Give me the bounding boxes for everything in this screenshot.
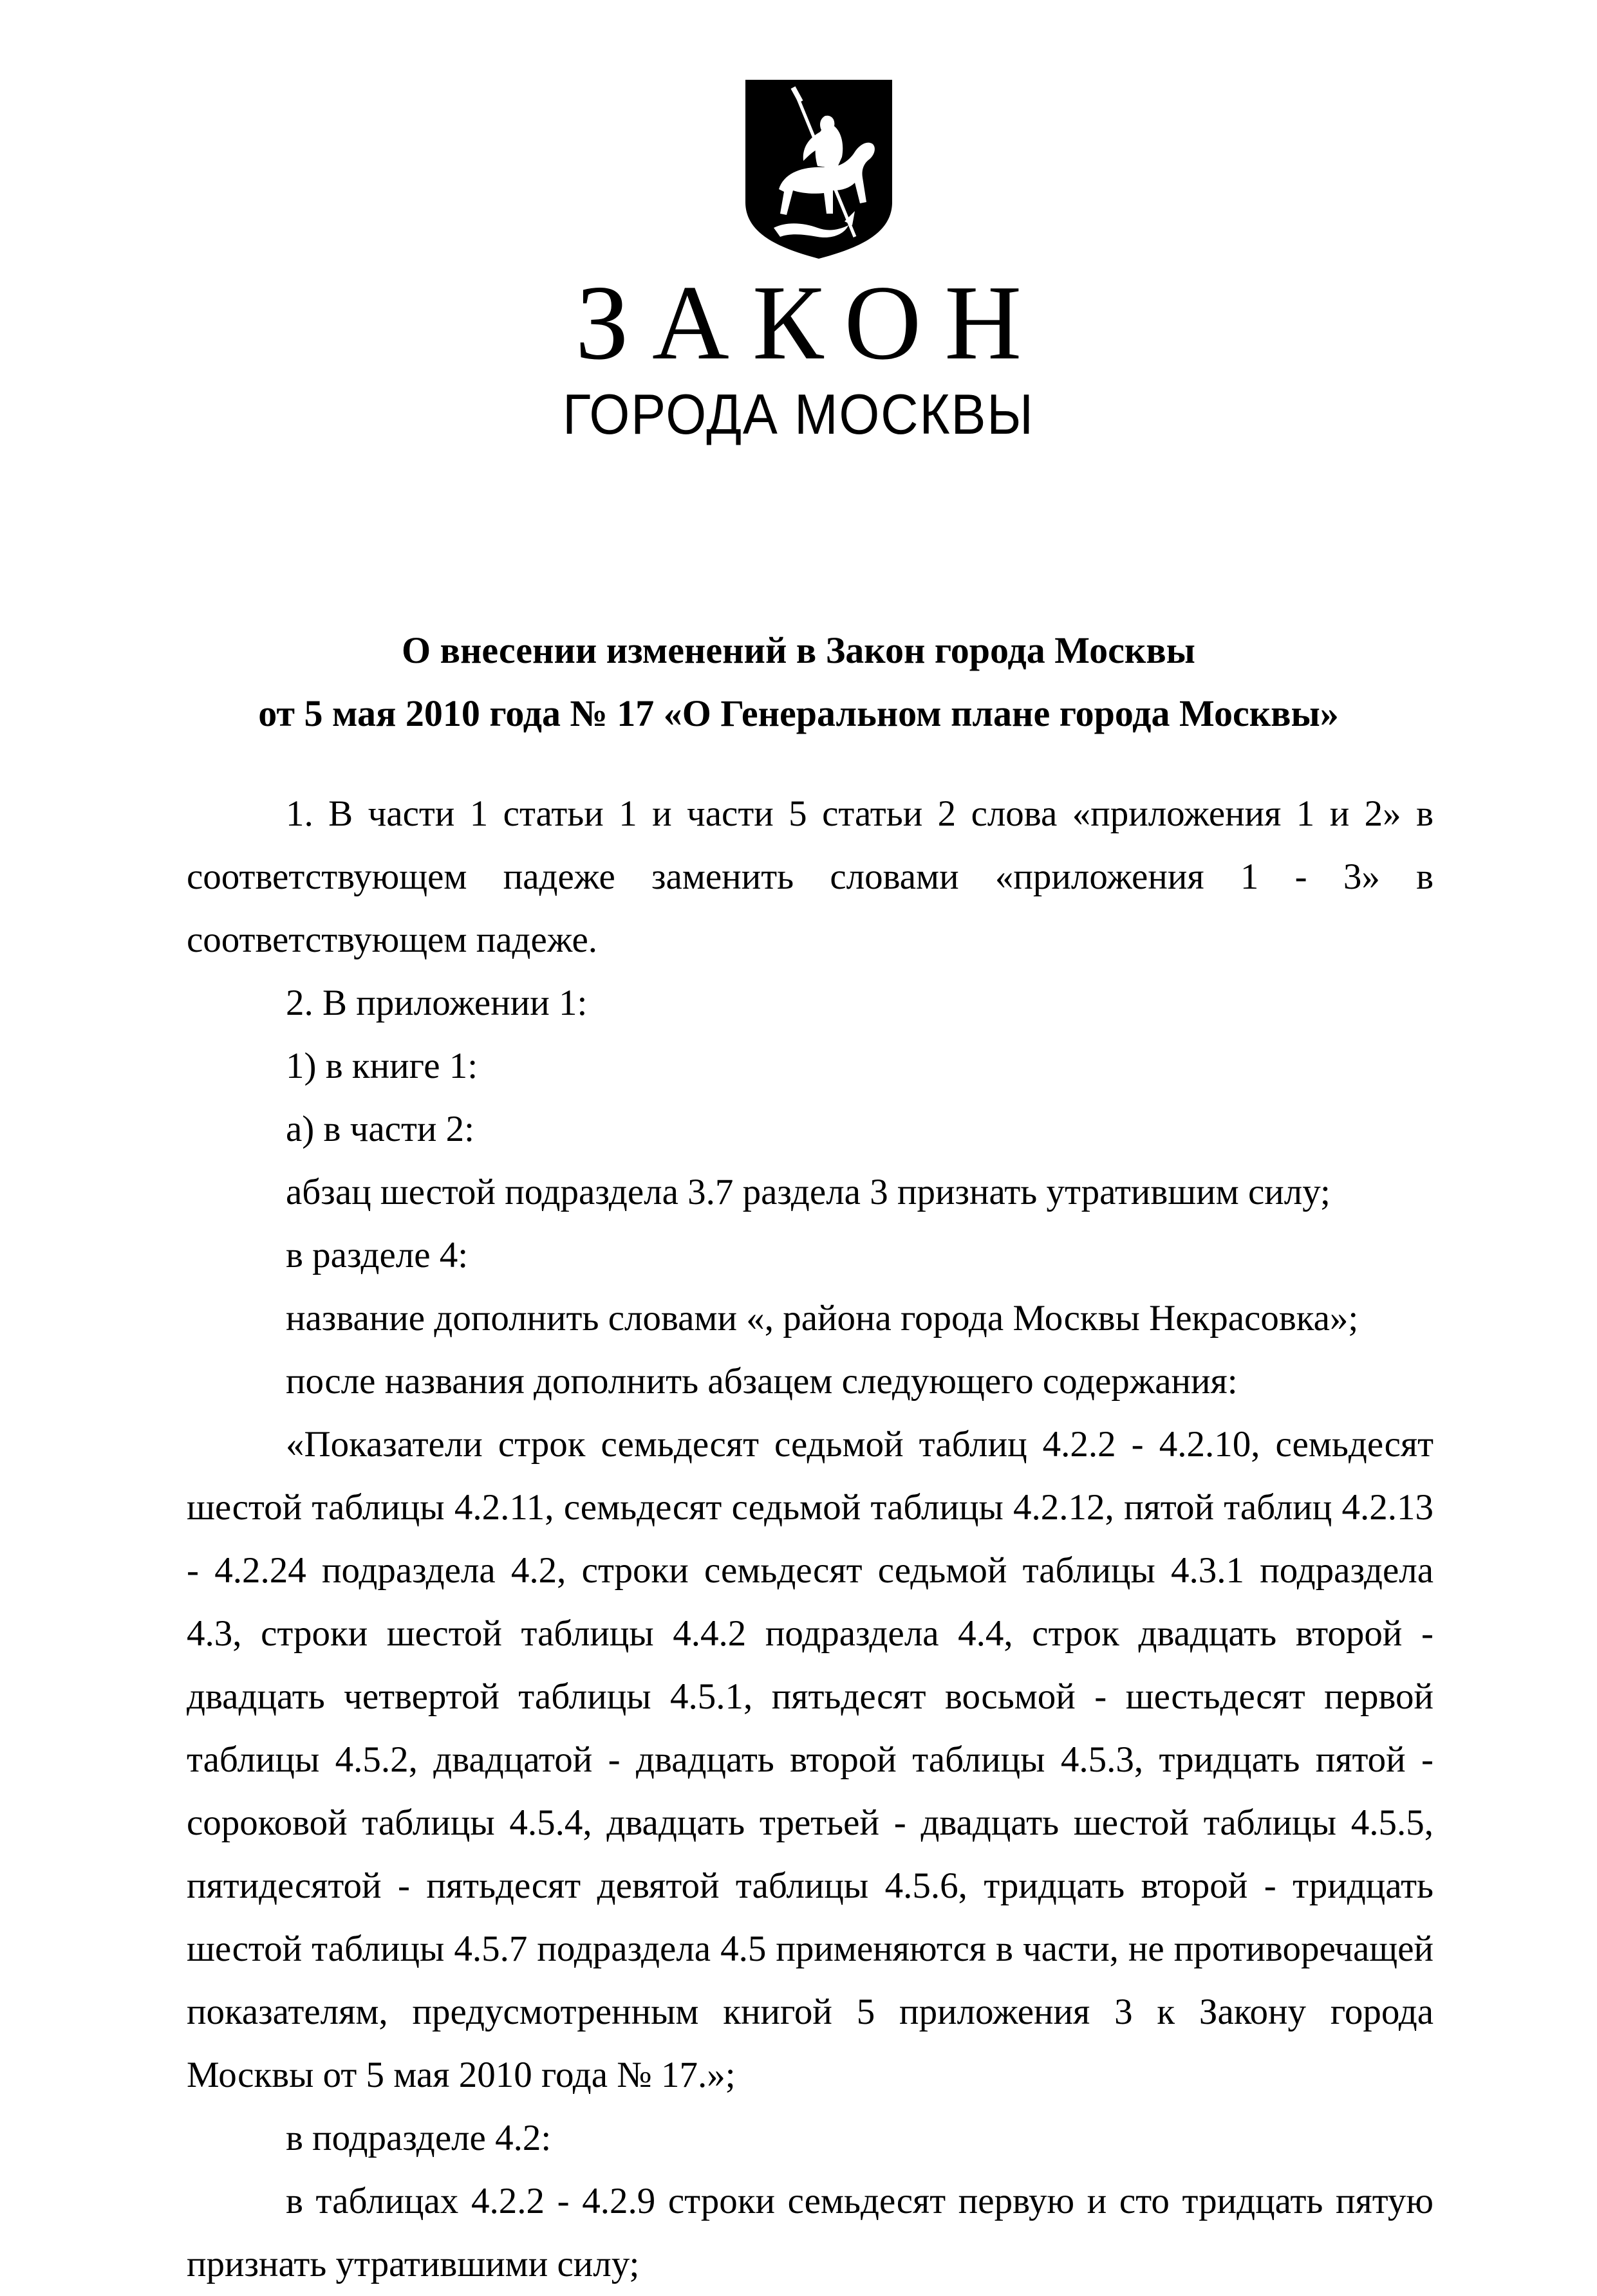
paragraph: название дополнить словами «, района города Москвы Некрасовка»; [286,1298,1359,1338]
paragraph: а) в части 2: [286,1109,474,1149]
paragraph: 1. В части 1 статьи 1 и части 5 статьи 2 слова «приложения 1 и 2» в соответствующем падеже заменить словами «приложения 1 - 3» в соответствующем падеже. [187,793,1434,960]
paragraph: в разделе 4: [286,1235,469,1275]
moscow-coat-of-arms-icon [742,76,896,261]
paragraph: абзац шестой подраздела 3.7 раздела 3 признать утратившим силу; [286,1172,1331,1212]
law-heading: ЗАКОН [575,263,1045,382]
title-line-2: от 5 мая 2010 года № 17 «О Генеральном плане города Москвы» [258,692,1339,734]
law-subheading: ГОРОДА МОСКВЫ [563,382,1034,446]
paragraph: 1) в книге 1: [286,1046,478,1086]
paragraph: «Показатели строк семьдесят седьмой таблиц 4.2.2 - 4.2.10, семьдесят шестой таблицы 4.2.11, семьдесят седьмой таблицы 4.2.12, пятой таблиц 4.2.13 - 4.2.24 подраздела 4.2, строки семьдесят седьмой таблицы 4.3.1 подраздела 4.3, строки шестой таблицы 4.4.2 подраздела 4.4, строк двадцать второй - двадцать четвертой таблицы 4.5.1, пятьдесят восьмой - шестьдесят первой таблицы 4.5.2, двадцатой - двадцать второй таблицы 4.5.3, тридцать пятой - сороковой таблицы 4.5.4, двадцать третьей - двадцать шестой таблицы 4.5.5, пятидесятой - пятьдесят девятой таблицы 4.5.6, тридцать второй - тридцать шестой таблицы 4.5.7 подраздела 4.5 применяются в части, не противоречащей показателям, предусмотренным книгой 5 приложения 3 к Закону города Москвы от 5 мая 2010 года № 17.»; [187,1424,1434,2095]
document-body [187,782,1434,2296]
paragraph: в таблицах 4.2.2 - 4.2.9 строки семьдесят первую и сто тридцать пятую признать утратившими силу; [187,2181,1434,2284]
paragraph: в подразделе 4.2: [286,2118,552,2158]
document-title [129,619,1468,745]
title-line-1: О внесении изменений в Закон города Москвы [402,629,1195,671]
paragraph: после названия дополнить абзацем следующего содержания: [286,1361,1238,1402]
paragraph: 2. В приложении 1: [286,983,588,1023]
